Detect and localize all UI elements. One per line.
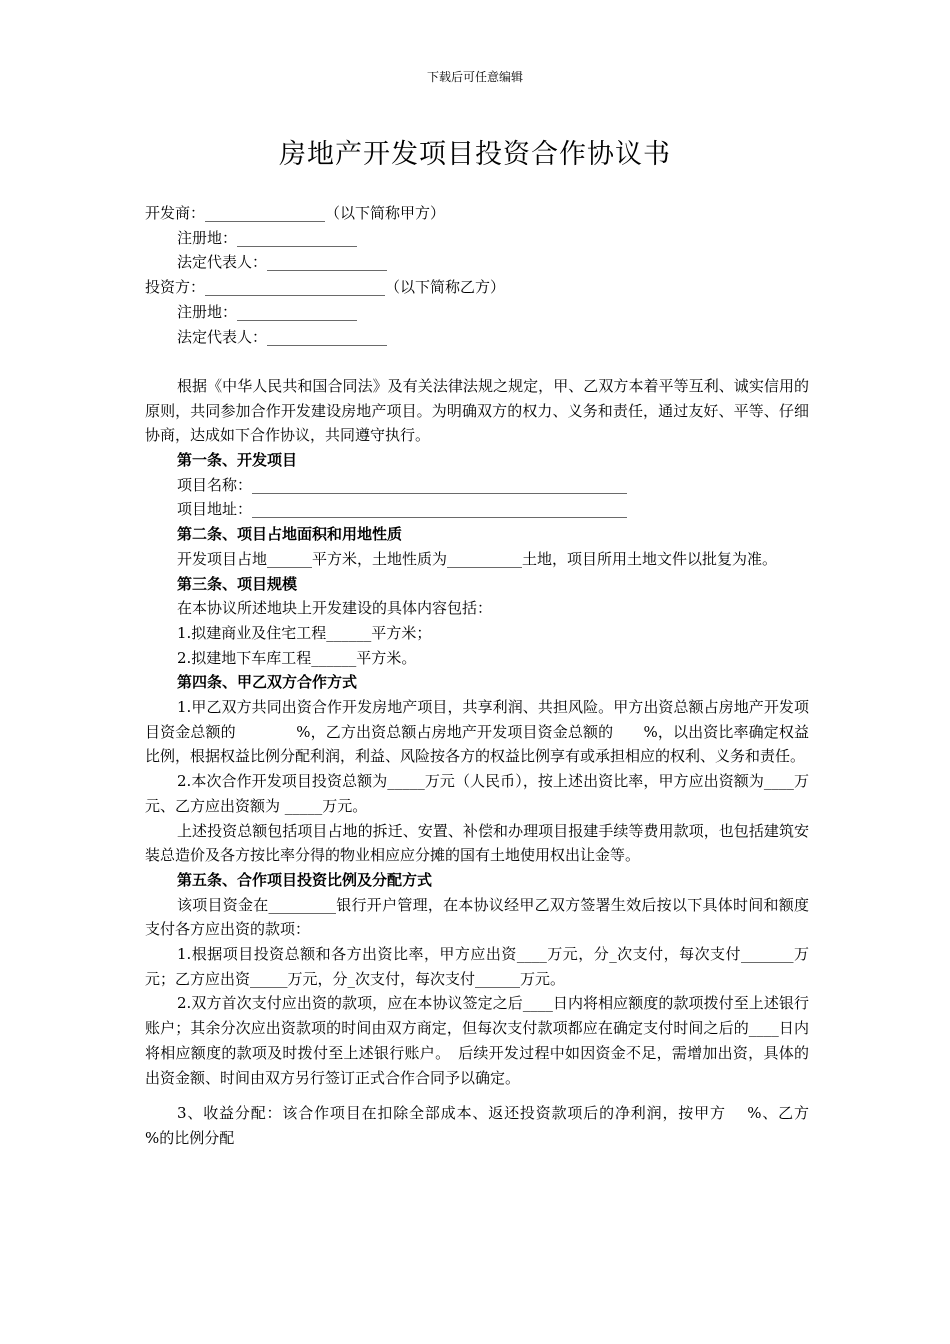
article-1-heading: 第一条、开发项目: [177, 451, 298, 470]
developer-registration-line: 注册地：________________: [177, 228, 358, 247]
page-title: 房地产开发项目投资合作协议书: [279, 139, 671, 170]
project-name-line: 项目名称：__________________________________________________: [177, 475, 628, 494]
investor-line: 投资方：________________________（以下简称乙方）: [145, 278, 506, 297]
scale-item-1: 1.拟建商业及住宅工程______平方米；: [177, 623, 432, 642]
project-address-line: 项目地址：__________________________________________________: [177, 500, 628, 519]
article-3-heading: 第三条、项目规模: [177, 574, 298, 593]
investor-registration-line: 注册地：________________: [177, 302, 358, 321]
article-4-heading: 第四条、甲乙双方合作方式: [177, 673, 358, 692]
scale-item-2: 2.拟建地下车库工程______平方米。: [177, 648, 417, 667]
cooperation-paragraph-2: 2.本次合作开发项目投资总额为_____万元（人民币），按上述出资比率，甲方应出资额为____万元、乙方应出资额为 _____万元。: [145, 772, 809, 815]
cooperation-paragraph-3: 上述投资总额包括项目占地的拆迁、安置、补偿和办理项目报建手续等费用款项，也包括建筑安装总造价及各方按比率分得的物业相应应分摊的国有土地使用权出让金等。: [145, 821, 809, 865]
developer-line: 开发商：________________（以下简称甲方）: [145, 204, 446, 222]
article-2-heading: 第二条、项目占地面积和用地性质: [177, 525, 403, 544]
developer-legal-rep-line: 法定代表人：________________: [177, 253, 388, 272]
header-note: 下载后可任意编辑: [426, 70, 523, 84]
investor-legal-rep-line: 法定代表人：________________: [177, 327, 388, 346]
investment-paragraph-1: 该项目资金在_________银行开户管理，在本协议经甲乙双方签署生效后按以下具体时间和额度支付各方应出资的款项：: [145, 895, 809, 939]
document-body: [145, 201, 829, 1151]
article-5-heading: 第五条、合作项目投资比例及分配方式: [177, 870, 433, 889]
investment-paragraph-2: 1.根据项目投资总额和各方出资比率，甲方应出资____万元，分_次支付，每次支付_______万元；乙方应出资_____万元，分_次支付，每次支付______万元。: [145, 945, 809, 988]
scale-intro-line: 在本协议所述地块上开发建设的具体内容包括：: [177, 599, 493, 618]
profit-distribution-paragraph: 3、收益分配：该合作项目在扣除全部成本、返还投资款项后的净利润，按甲方 %、乙方 %的比例分配: [145, 1104, 829, 1147]
land-area-paragraph: 开发项目占地______平方米，土地性质为__________土地，项目所用土地文件以批复为准。: [177, 549, 778, 568]
spacer: [145, 349, 809, 374]
preamble-paragraph: 根据《中华人民共和国合同法》及有关法律法规之规定，甲、乙双方本着平等互利、诚实信用的原则，共同参加合作开发建设房地产项目。为明确双方的权力、义务和责任，通过友好、平等、仔细协商，达成如下合作协议，共同遵守执行。: [145, 376, 809, 445]
cooperation-paragraph-1: 1.甲乙双方共同出资合作开发房地产项目，共享利润、共担风险。甲方出资总额占房地产开发项目资金总额的 %，乙方出资总额占房地产开发项目资金总额的 %，以出资比率确定权益比例，根据权益比例分配利润，利益、风险按各方的权益比例享有或承担相应的权利、义务和责任。: [145, 698, 809, 766]
investment-paragraph-3: 2.双方首次支付应出资的款项，应在本协议签定之后____日内将相应额度的款项拨付至上述银行账户；其余分次应出资款项的时间由双方商定，但每次支付款项都应在确定支付时间之后的____日内将相应额度的款项及时拨付至上述银行账户。 后续开发过程中如因资金不足，需增加出资，具体的出资金额、时间由双方另行签订正式合作合同予以确定。: [145, 994, 809, 1087]
